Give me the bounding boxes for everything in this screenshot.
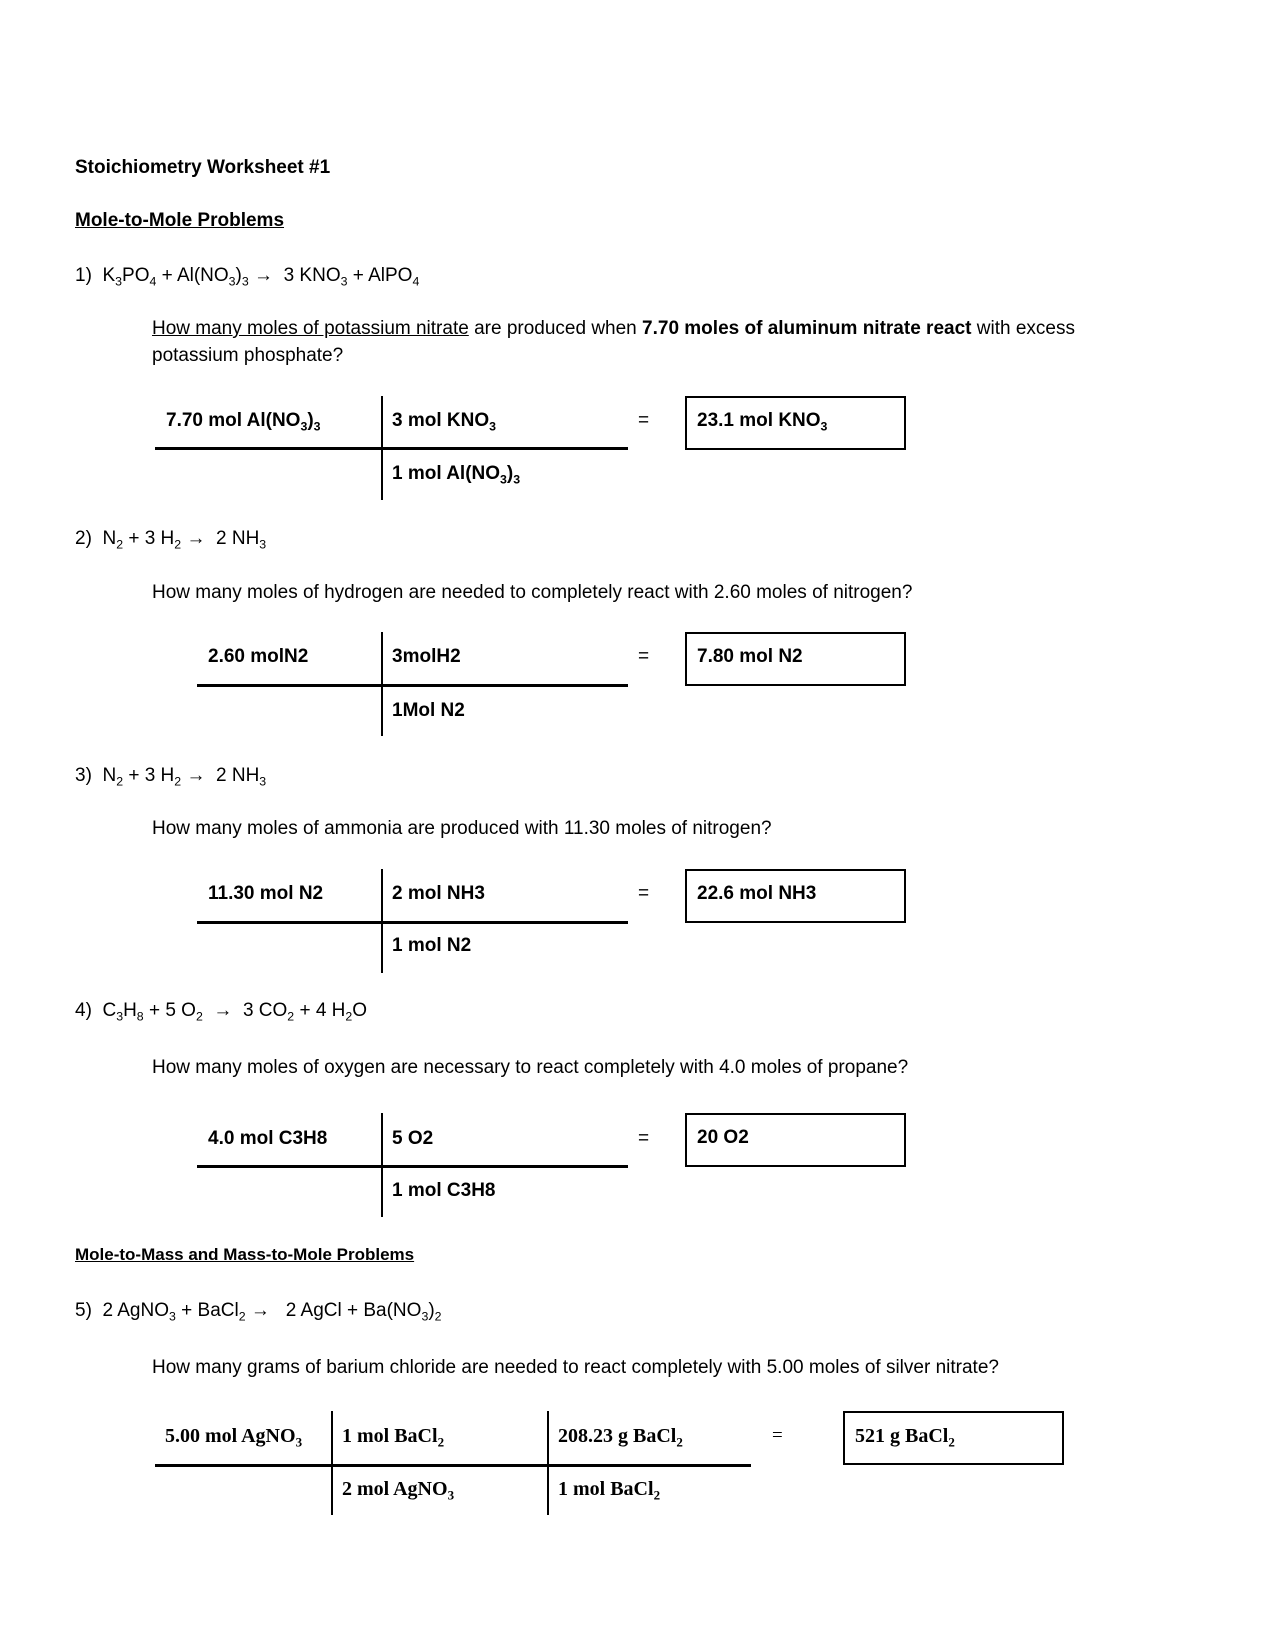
answer-value: 22.6 mol NH3 [697,883,817,904]
denominator: 1Mol N2 [392,700,465,721]
problem-number: 3) [75,765,92,786]
numerator: 208.23 g BaCl$_2$ [558,1425,683,1450]
problem-1-equation: 1) $K_3PO_4 + Al(NO_3)_3 \to 3$ $KNO_3$ + AlPO$_4$ [75,265,420,289]
problem-2-question: How many moles of hydrogen are needed to completely react with 2.60 moles of nitrogen? [152,582,913,603]
given-value: 7.70 mol $Al(NO_3)_3$ [166,410,321,434]
problem-1-question-line2: potassium phosphate? [152,345,344,366]
problem-2-equation: 2) $N_2 + 3$ $H_2 \to 2$ $NH_3$ [75,528,267,552]
problem-4-equation: 4) $C_3H_8 + 5$ $O_2 \to 3$ $CO_2 + 4$ $H_2O$ [75,1000,368,1024]
equals-sign: = [772,1425,783,1446]
problem-number: 5) [75,1300,92,1321]
given-value: 4.0 mol C3H8 [208,1128,328,1149]
section-heading-mole-to-mole: Mole-to-Mole Problems [75,210,285,231]
answer-value: 521 g BaCl$_2$ [855,1425,955,1450]
fraction-bar [155,1464,751,1467]
problem-4-question: How many moles of oxygen are necessary to react completely with 4.0 moles of propane? [152,1057,909,1078]
answer-box [685,396,906,450]
equals-sign: = [638,1128,650,1149]
section-heading-mole-to-mass: Mole-to-Mass and Mass-to-Mole Problems [75,1245,415,1264]
problem-number: 4) [75,1000,92,1021]
equals-sign: = [638,883,650,904]
numerator: 3molH2 [392,646,461,667]
page-title: Stoichiometry Worksheet #1 [75,157,331,178]
answer-box [685,1113,906,1167]
equals-sign: = [638,410,650,431]
fraction-bar [197,1165,628,1168]
table-divider [547,1411,549,1515]
fraction-bar [155,447,628,450]
question-text: are produced when [468,318,643,339]
problem-5-equation: 5) 2 AgNO$_3$ + BaCl$_2$ → 2 AgCl + $Ba(NO_3)_2$ [75,1300,442,1324]
answer-value: 20 O2 [697,1127,749,1148]
equals-sign: = [638,646,650,667]
question-text: with excess [971,318,1075,339]
answer-box [685,632,906,686]
answer-value: 7.80 mol N2 [697,646,803,667]
table-divider [331,1411,333,1515]
answer-value: 23.1 mol $KNO_3$ [697,410,828,434]
denominator: 2 mol AgNO$_3$ [342,1478,455,1503]
given-value: 11.30 mol N2 [208,883,324,904]
numerator: 5 O2 [392,1128,434,1149]
problem-3-equation: 3) $N_2 + 3$ $H_2 \to 2$ $NH_3$ [75,765,267,789]
answer-box [843,1411,1064,1465]
denominator: 1 mol N2 [392,935,472,956]
problem-5-question: How many grams of barium chloride are needed to react completely with 5.00 moles of silver nitrate? [152,1357,999,1378]
denominator: 1 mol C3H8 [392,1180,496,1201]
numerator: 3 mol $KNO_3$ [392,410,496,434]
given-value: 2.60 molN2 [208,646,309,667]
problem-1-question [152,318,1075,340]
problem-number: 2) [75,528,92,549]
question-underlined: How many moles of potassium nitrate [152,318,469,339]
problem-number: 1) [75,265,92,286]
answer-box [685,869,906,923]
numerator: 1 mol BaCl$_2$ [342,1425,445,1450]
question-bold: 7.70 moles of aluminum nitrate react [642,318,972,339]
fraction-bar [197,921,628,924]
problem-3-question: How many moles of ammonia are produced with 11.30 moles of nitrogen? [152,818,772,839]
fraction-bar [197,684,628,687]
denominator: 1 mol $Al(NO_3)_3$ [392,463,521,487]
denominator: 1 mol BaCl$_2$ [558,1478,661,1503]
given-value: 5.00 mol AgNO$_3$ [165,1425,303,1450]
numerator: 2 mol NH3 [392,883,485,904]
